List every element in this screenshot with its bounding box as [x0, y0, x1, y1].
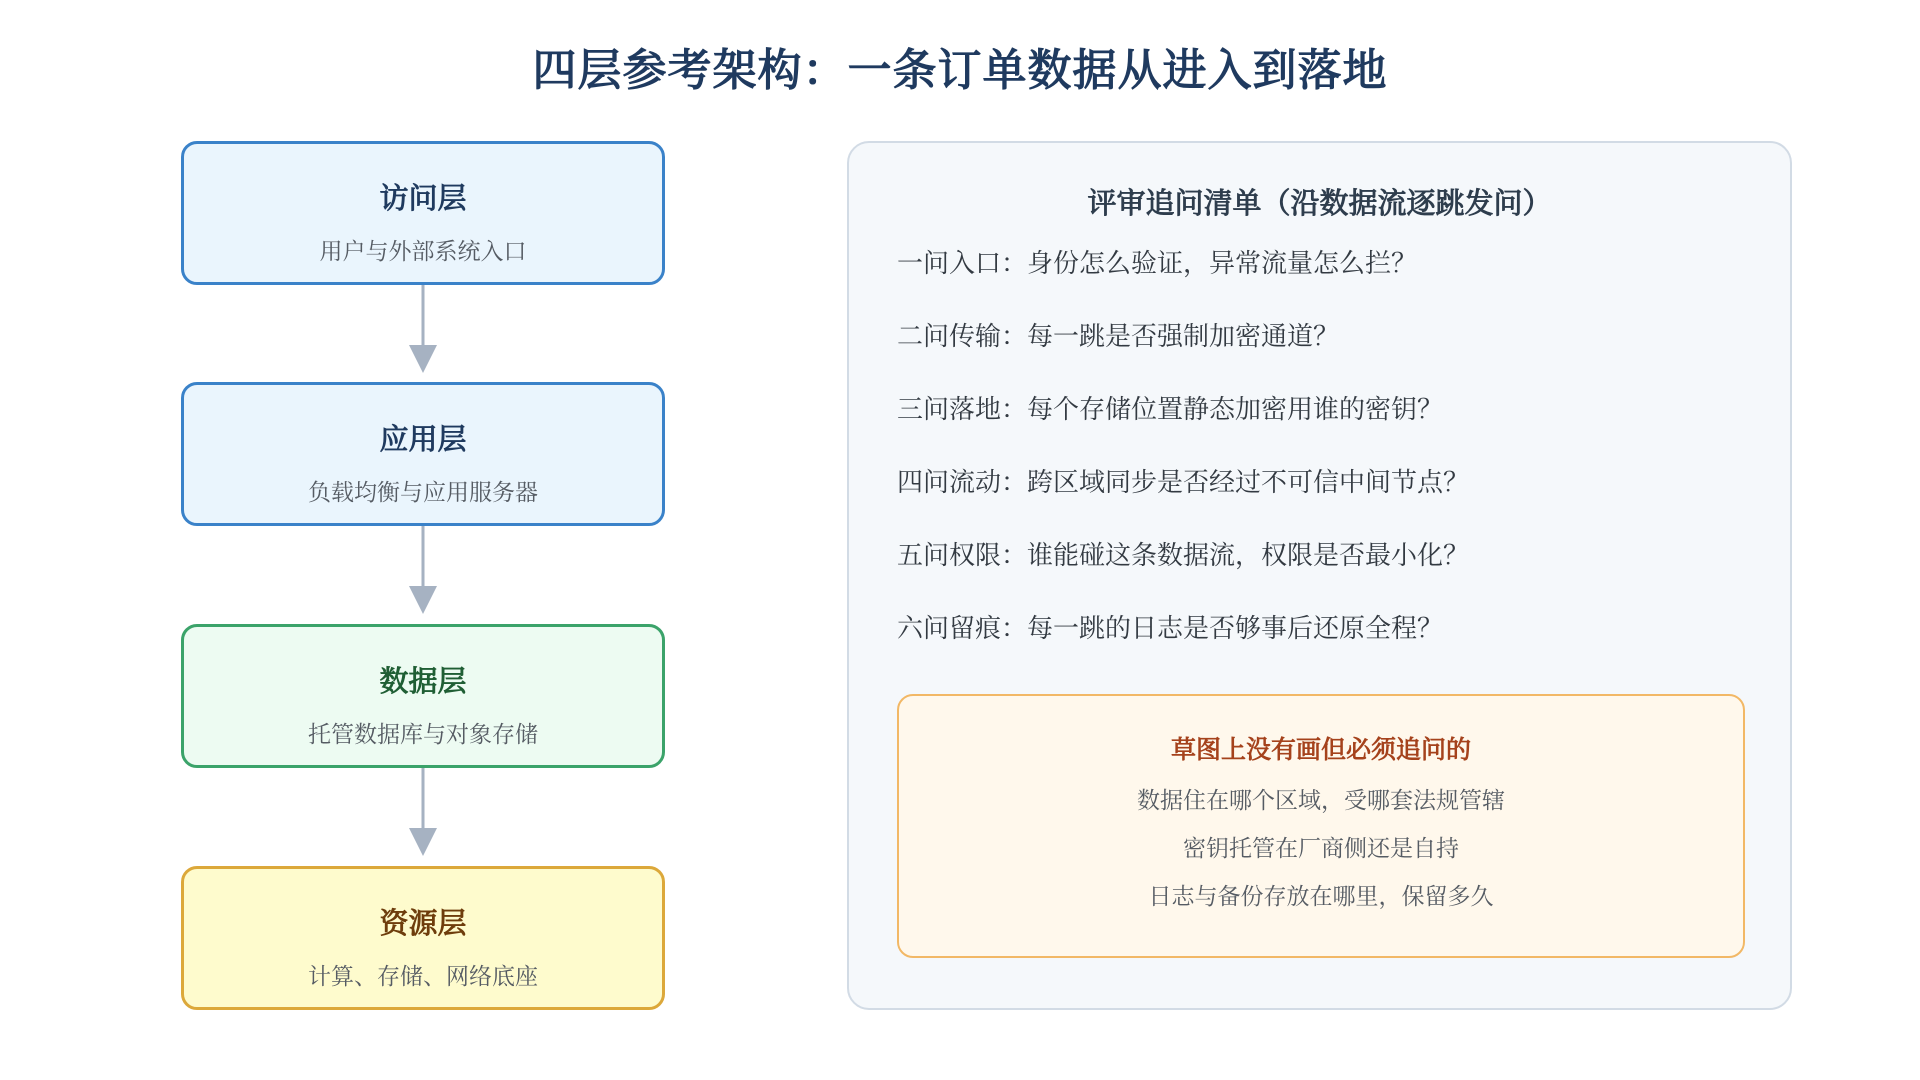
- layer-desc: 用户与外部系统入口: [319, 239, 527, 265]
- down-arrow-icon: [408, 526, 438, 616]
- note-title: 草图上没有画但必须追问的: [1170, 735, 1471, 764]
- layer-resource: [181, 866, 665, 1010]
- layer-application: [181, 382, 665, 526]
- note-line: 数据住在哪个区域，受哪套法规管辖: [1137, 788, 1505, 814]
- layer-desc: 负载均衡与应用服务器: [308, 480, 538, 506]
- layer-title: 访问层: [379, 181, 467, 215]
- list-item: 二问传输：每一跳是否强制加密通道？: [897, 322, 1340, 352]
- review-checklist-panel: [847, 141, 1792, 1010]
- down-arrow-icon: [408, 768, 438, 858]
- layer-desc: 计算、存储、网络底座: [308, 964, 538, 990]
- question-list: [897, 247, 1757, 685]
- page-title: 四层参考架构：一条订单数据从进入到落地: [532, 45, 1388, 96]
- down-arrow-icon: [408, 285, 438, 375]
- checklist-title: 评审追问清单（沿数据流逐跳发问）: [1087, 186, 1552, 220]
- layer-data: [181, 624, 665, 768]
- layer-access: [181, 141, 665, 285]
- list-item: 六问留痕：每一跳的日志是否够事后还原全程？: [897, 614, 1444, 644]
- list-item: 五问权限：谁能碰这条数据流，权限是否最小化？: [897, 541, 1470, 571]
- layer-title: 数据层: [379, 664, 467, 698]
- list-item: 四问流动：跨区域同步是否经过不可信中间节点？: [897, 468, 1470, 498]
- note-line: 日志与备份存放在哪里，保留多久: [1148, 884, 1494, 910]
- layer-desc: 托管数据库与对象存储: [308, 722, 538, 748]
- layer-title: 应用层: [379, 422, 467, 456]
- list-item: 三问落地：每个存储位置静态加密用谁的密钥？: [897, 395, 1444, 425]
- list-item: 一问入口：身份怎么验证，异常流量怎么拦？: [897, 249, 1418, 279]
- missing-items-note: [897, 694, 1745, 958]
- layer-title: 资源层: [379, 906, 467, 940]
- note-line: 密钥托管在厂商侧还是自持: [1183, 836, 1459, 862]
